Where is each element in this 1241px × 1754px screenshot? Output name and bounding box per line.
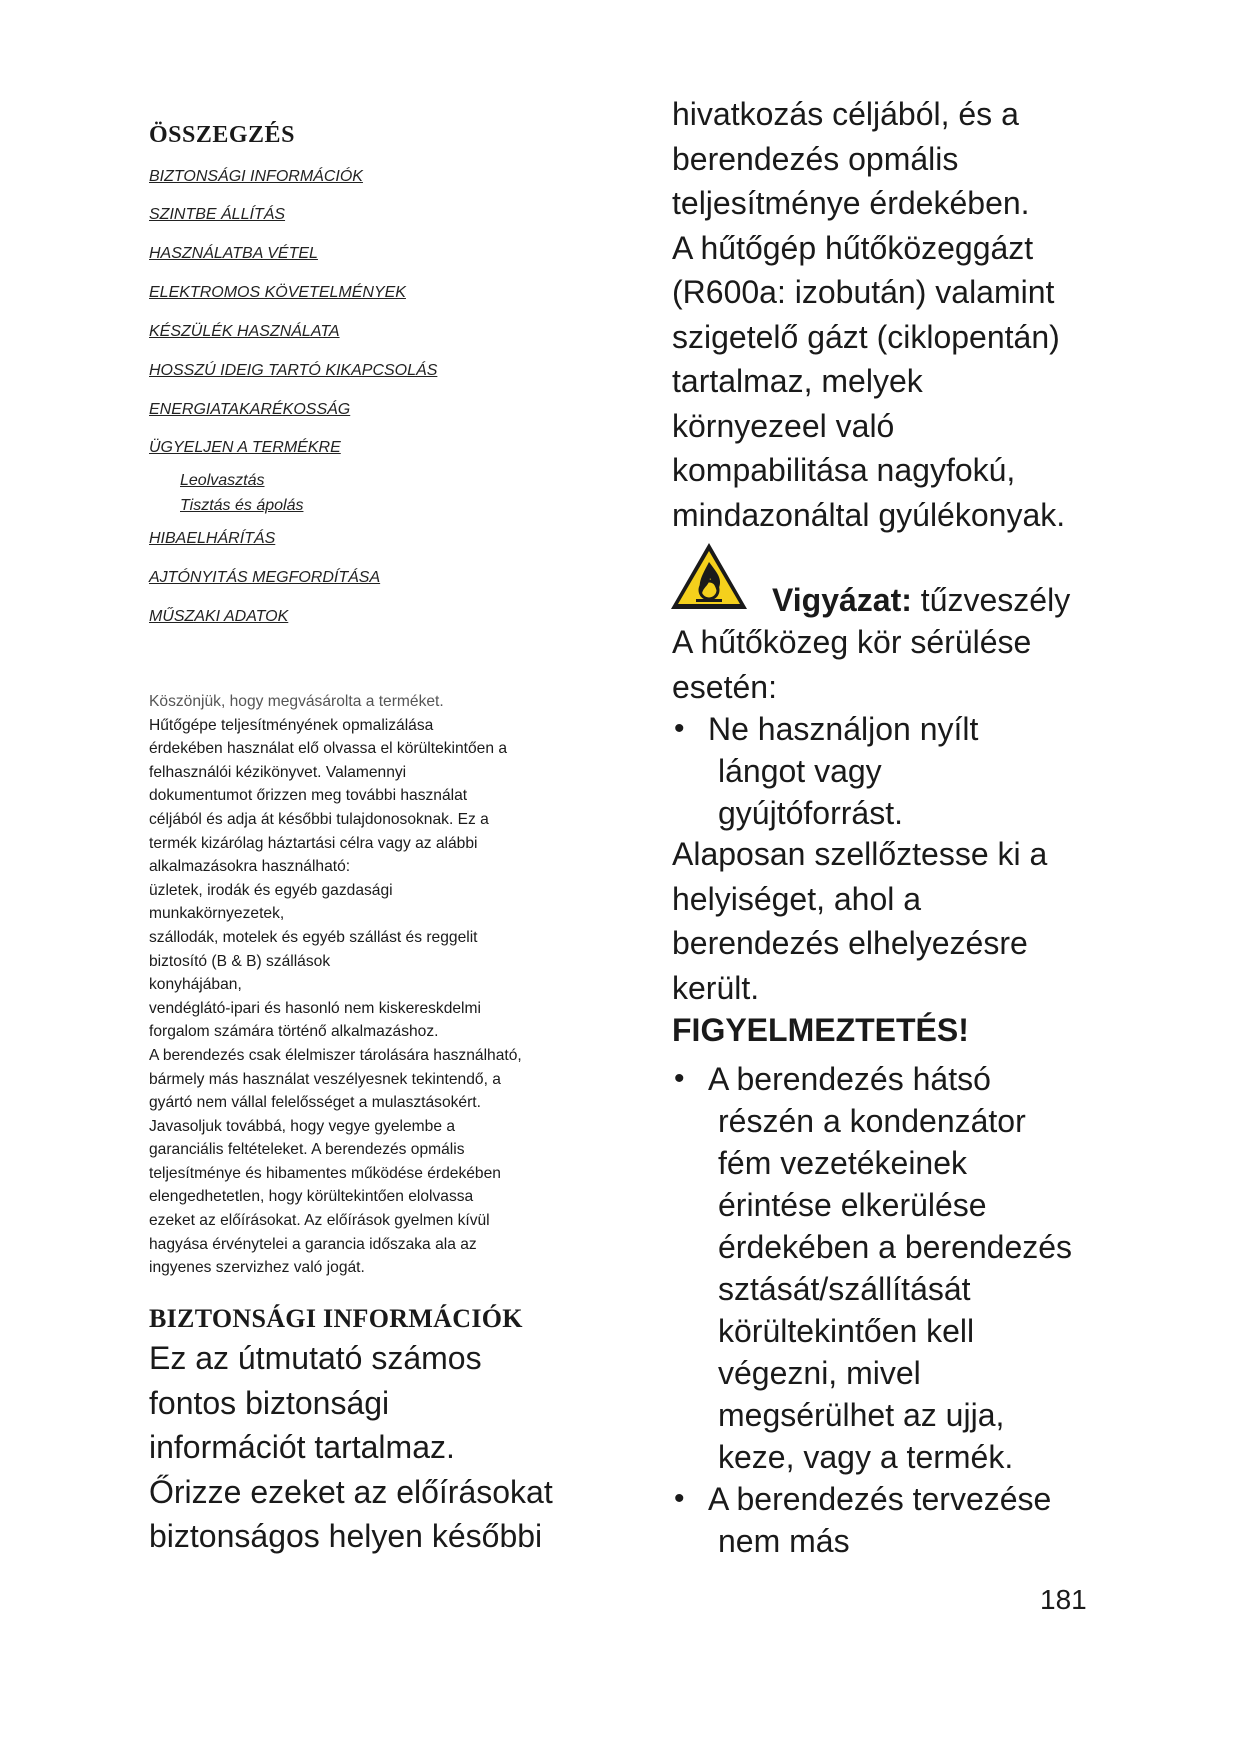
intro-line: céljából és adja át későbbi tulajdonosoknak. Ez a	[149, 810, 489, 828]
intro-line: termék kizárólag háztartási célra vagy az alábbi	[149, 834, 478, 852]
toc-link-leveling[interactable]: SZINTBE ÁLLÍTÁS	[149, 206, 286, 223]
toc-link-first-use[interactable]: HASZNÁLATBA VÉTEL	[149, 245, 318, 262]
intro-line: konyhájában,	[149, 976, 242, 994]
bullet-text: végezni, mivel	[718, 1355, 921, 1391]
bullet-text: sztását/szállítását	[718, 1271, 971, 1307]
text-line: A hűtőgép hűtőközeggázt	[672, 229, 1034, 266]
text-line: tartalmaz, melyek	[672, 363, 923, 399]
intro-line: biztosító (B & B) szállások	[149, 952, 331, 970]
bullet-text: Ne használjon nyílt	[708, 711, 979, 747]
bullet-text: A berendezés hátsó	[708, 1061, 991, 1097]
safety-line: információt tartalmaz.	[149, 1429, 455, 1465]
intro-line: érdekében használat elő olvassa el körültekintően a	[149, 740, 508, 758]
safety-line: Őrizze ezeket az előírásokat	[149, 1473, 553, 1510]
intro-line: garanciális feltételeket. A berendezés opmális	[149, 1141, 465, 1159]
bullet-icon: •	[674, 1482, 685, 1515]
warning-bold: Vigyázat:	[772, 582, 912, 618]
intro-line: ezeket az előírásokat. Az előírások gyelmen kívül	[149, 1212, 490, 1230]
intro-line: üzletek, irodák és egyéb gazdasági	[149, 881, 393, 899]
toc-link-product-care[interactable]: ÜGYELJEN A TERMÉKRE	[149, 439, 341, 456]
bullet-icon: •	[674, 1062, 685, 1095]
bullet-text: megsérülhet az ujja,	[718, 1397, 1005, 1433]
text-line: környezeel való	[672, 407, 895, 444]
ventilation-paragraph	[672, 832, 1112, 1010]
toc-link-cleaning[interactable]: Tisztás és ápolás	[180, 497, 304, 514]
intro-line: Köszönjük, hogy megvásárolta a terméket.	[149, 693, 444, 710]
intro-line: vendéglátó-ipari és hasonló nem kiskereskdelmi	[149, 999, 481, 1017]
safety-info-text	[149, 1336, 589, 1559]
toc-link-defrosting[interactable]: Leolvasztás	[180, 472, 265, 489]
text-line: Alaposan szellőztesse ki a	[672, 836, 1048, 872]
text-line: mindazonáltal gyúlékonyak.	[672, 496, 1066, 533]
bullet-text: lángot vagy	[718, 753, 882, 789]
list-item	[672, 1478, 1112, 1562]
text-line: berendezés elhelyezésre	[672, 925, 1028, 961]
refrigerant-paragraph	[672, 92, 1112, 537]
warning-text: tűzveszély	[911, 582, 1071, 618]
intro-line: gyártó nem vállal felelősséget a mulasztásokért.	[149, 1094, 481, 1112]
intro-line: elengedhetetlen, hogy körültekintően elolvassa	[149, 1188, 474, 1206]
list-item	[672, 708, 1112, 834]
toc-link-safety-info[interactable]: BIZTONSÁGI INFORMÁCIÓK	[149, 168, 363, 185]
bullet-text: gyújtóforrást.	[718, 795, 903, 831]
bullet-text: A berendezés tervezése	[708, 1481, 1052, 1517]
toc-link-long-shutdown[interactable]: HOSSZÚ IDEIG TARTÓ KIKAPCSOLÁS	[149, 362, 438, 379]
intro-line: A berendezés csak élelmiszer tárolására használható,	[149, 1046, 522, 1064]
bullet-list-warnings	[672, 1058, 1112, 1562]
safety-line: biztonságos helyen későbbi	[149, 1518, 543, 1554]
intro-paragraph	[149, 690, 589, 1280]
text-line: helyiséget, ahol a	[672, 880, 922, 917]
bullet-text: érintése elkerülése	[718, 1187, 987, 1223]
warning-label	[772, 580, 1070, 620]
toc-link-energy-saving[interactable]: ENERGIATAKARÉKOSSÁG	[149, 401, 351, 418]
intro-line: ingyenes szervizhez való jogát.	[149, 1259, 365, 1277]
intro-line: alkalmazásokra használható:	[149, 858, 351, 876]
safety-line: Ez az útmutató számos	[149, 1340, 482, 1376]
bullet-list-open-flame	[672, 708, 1112, 834]
page-number: 181	[1040, 1584, 1087, 1615]
intro-line: bármely más használat veszélyesnek tekintendő, a	[149, 1070, 501, 1088]
toc-title: ÖSSZEGZÉS	[149, 122, 295, 148]
toc-link-electrical[interactable]: ELEKTROMOS KÖVETELMÉNYEK	[149, 284, 406, 301]
text-line: teljesítménye érdekében.	[672, 185, 1030, 221]
bullet-text: keze, vagy a termék.	[718, 1439, 1014, 1475]
bullet-text: érdekében a berendezés	[718, 1229, 1073, 1265]
text-line: került.	[672, 969, 760, 1006]
intro-line: szállodák, motelek és egyéb szállást és reggelit	[149, 928, 478, 946]
safety-line: fontos biztonsági	[149, 1384, 390, 1421]
flammable-warning-icon	[668, 540, 750, 612]
bullet-icon: •	[674, 712, 685, 745]
bullet-text: nem más	[718, 1523, 850, 1559]
intro-line: dokumentumot őrizzen meg további használat	[149, 787, 468, 805]
toc-link-troubleshooting[interactable]: HIBAELHÁRÍTÁS	[149, 530, 276, 547]
text-line: A hűtőközeg kör sérülése	[672, 624, 1032, 660]
text-line: kompabilitása nagyfokú,	[672, 452, 1016, 488]
intro-line: munkakörnyezetek,	[149, 905, 285, 923]
intro-line: Hűtőgépe teljesítményének opmalizálása	[149, 716, 434, 734]
safety-info-heading: BIZTONSÁGI INFORMÁCIÓK	[149, 1304, 523, 1333]
bullet-text: fém vezetékeinek	[718, 1145, 968, 1181]
bullet-text: részén a kondenzátor	[718, 1103, 1026, 1139]
text-line: (R600a: izobután) valamint	[672, 274, 1055, 310]
text-line: szigetelő gázt (ciklopentán)	[672, 318, 1060, 355]
intro-line: hagyása érvénytelei a garancia időszaka ala az	[149, 1235, 477, 1253]
fire-warning	[672, 540, 1132, 620]
list-item	[672, 1058, 1112, 1478]
text-line: hivatkozás céljából, és a	[672, 96, 1019, 132]
damage-paragraph	[672, 620, 1112, 709]
toc-link-door-reversal[interactable]: AJTÓNYITÁS MEGFORDÍTÁSA	[149, 569, 381, 586]
text-line: berendezés opmális	[672, 140, 959, 177]
warning-heading: FIGYELMEZTETÉS!	[672, 1012, 969, 1048]
intro-line: felhasználói kézikönyvet. Valamennyi	[149, 763, 407, 781]
intro-line: teljesítménye és hibamentes működése érdekében	[149, 1164, 501, 1182]
toc-link-technical-data[interactable]: MŰSZAKI ADATOK	[149, 608, 289, 625]
toc-link-using-appliance[interactable]: KÉSZÜLÉK HASZNÁLATA	[149, 323, 340, 340]
intro-line: Javasoljuk továbbá, hogy vegye gyelembe a	[149, 1117, 456, 1135]
bullet-text: körültekintően kell	[718, 1313, 975, 1349]
text-line: esetén:	[672, 668, 777, 705]
intro-line: forgalom számára történő alkalmazáshoz.	[149, 1023, 439, 1041]
